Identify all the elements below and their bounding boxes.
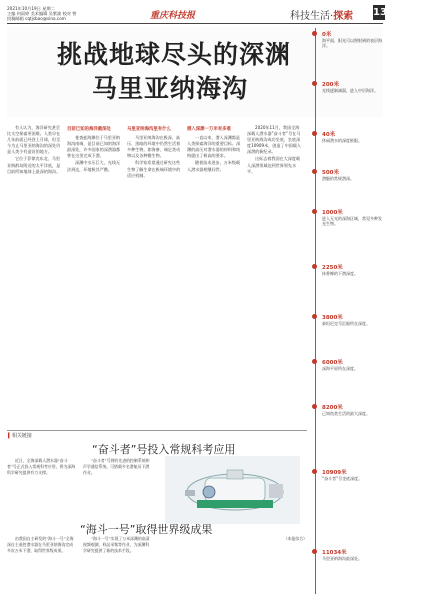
depth-description: 泰坦尼克号沉船所在深度。 xyxy=(322,321,370,326)
article-column-4 xyxy=(187,125,242,425)
depth-marker xyxy=(322,263,384,276)
header-divider xyxy=(7,23,383,24)
depth-value: 3800米 xyxy=(322,315,343,321)
headline-line-1: 挑战地球尽头的深渊 xyxy=(57,40,292,69)
headline-line-2: 马里亚纳海沟 xyxy=(92,74,249,103)
depth-value: 11034米 xyxy=(322,550,347,556)
article-paragraph: 这标志着我国在大深度载人深潜领域达到世界领先水平。 xyxy=(247,156,301,174)
depth-value: 1000米 xyxy=(322,210,343,216)
depth-description: 进入无光的深海区域，常见多种发光生物。 xyxy=(322,216,382,227)
section-subheading: 马里亚纳海沟里有什么 xyxy=(127,127,171,132)
article-paragraph: “海斗一号”实现了万米深渊的高清视频观测、样品采集等作业，为深渊科学研究提供了新的技术手段。 xyxy=(83,536,150,553)
article-column-3 xyxy=(127,125,182,425)
page-number: 13 xyxy=(373,7,387,18)
depth-value: 500米 xyxy=(322,170,339,176)
depth-description: 光线逐渐减弱，进入中层海洋。 xyxy=(322,88,378,93)
depth-value: 8200米 xyxy=(322,405,343,411)
related-body-1-col-a xyxy=(7,458,77,518)
depth-marker xyxy=(322,208,384,227)
editor-credits: 主编 何雨婷 美术编辑 吴紫渝 校对 曾 xyxy=(7,11,77,17)
related-body-2-col-c xyxy=(160,536,228,594)
newspaper-logo: 重庆科技报 xyxy=(150,11,196,21)
depth-description: “奋斗者”号坐底深度。 xyxy=(322,476,363,481)
article-paragraph: 由我国自主研发的“海斗一号”全海深自主遥控潜水器在马里亚纳海沟完成多次万米下潜，取得世界级成果。 xyxy=(7,536,74,553)
masthead-info xyxy=(7,6,127,22)
depth-description: 潜艇的常规潜深。 xyxy=(322,176,354,181)
related-subheading-1: “奋斗者”号投入常规科考应用 xyxy=(92,443,236,456)
related-body-2-col-a xyxy=(7,536,77,594)
depth-marker xyxy=(322,403,384,416)
submission-email: 投稿邮箱 cqtjsbao@sina.com xyxy=(7,16,66,22)
article-credit: （本报综合） xyxy=(283,536,307,541)
related-marker-icon: ▍ xyxy=(8,433,12,439)
submersible-illustration xyxy=(165,456,300,524)
related-body-1-col-b xyxy=(83,458,153,518)
article-paragraph: 一直以来，潜入深渊都是人类探索海洋的重要目标。深渊的高压对潜水器的材料和结构提出了极高的要求。 xyxy=(187,135,241,159)
article-paragraph: 随着技术进步，万米级载人潜水器相继问世。 xyxy=(187,160,241,172)
depth-marker xyxy=(322,358,384,371)
related-body-2-col-b xyxy=(83,536,153,594)
depth-description: 海平面，阳光可以照射到的表层海洋。 xyxy=(322,38,382,49)
article-paragraph: 2020年11月，我国全海深载人潜水器“奋斗者”号在马里亚纳海沟成功坐底，坐底深度10909米，创造了中国载人深潜的新纪录。 xyxy=(247,125,301,155)
depth-marker xyxy=(322,80,384,93)
section-subheading: 目前已知的海洋最深处 xyxy=(67,127,111,132)
section-subheading: 潜入深渊一万米有多难 xyxy=(187,127,231,132)
depth-description: 抹香鲸的下潜深度。 xyxy=(322,271,358,276)
depth-dot-icon xyxy=(312,169,317,174)
depth-dot-icon xyxy=(312,359,317,364)
article-paragraph: 有人认为，海洋研究甚至比太空探索更困难。人类早在几年前就已经登上月球，但至今为止马里亚纳海沟的深处仍是人类少有造访的地方。 xyxy=(7,125,61,155)
depth-description: 休闲潜水的深度极限。 xyxy=(322,138,362,143)
depth-dot-icon xyxy=(312,131,317,136)
depth-dot-icon xyxy=(312,314,317,319)
article-paragraph: 深渊中水压巨大，光线无法到达，环境极其严酷。 xyxy=(67,160,121,172)
depth-description: 已知鱼类生活的最大深度。 xyxy=(322,411,370,416)
depth-dot-icon xyxy=(312,404,317,409)
depth-value: 200米 xyxy=(322,82,339,88)
section-name: 科技生活 xyxy=(290,11,330,22)
related-divider xyxy=(7,430,307,431)
depth-marker xyxy=(322,168,384,181)
depth-marker xyxy=(322,548,384,561)
article-paragraph: 马里亚纳海沟在极深、高压、黑暗的环境中仍然生活着多种生物，如海参、端足类动物以及各种微生物。 xyxy=(127,135,181,159)
article-column-5 xyxy=(247,125,302,425)
related-label: ▍相关链接 xyxy=(8,433,32,439)
article-paragraph: 它位于菲律宾东北、马里亚纳群岛附近的太平洋底，是目前所知地球上最深的海沟。 xyxy=(7,156,61,174)
depth-value: 2250米 xyxy=(322,265,343,271)
depth-value: 0米 xyxy=(322,32,332,38)
depth-value: 6000米 xyxy=(322,360,343,366)
depth-dot-icon xyxy=(312,549,317,554)
depth-dot-icon xyxy=(312,469,317,474)
submersible-image xyxy=(165,456,300,524)
article-paragraph: 斐查兹海渊位于马里亚纳海沟南端，是目前已知的海洋最深处，许多国家的深潜器都曾在这里完成下潜。 xyxy=(67,135,121,159)
article-column-1 xyxy=(7,125,62,425)
depth-dot-icon xyxy=(312,264,317,269)
depth-marker xyxy=(322,30,384,49)
depth-dot-icon xyxy=(312,209,317,214)
section-title: 科技生活·探索 xyxy=(290,11,354,22)
depth-value: 40米 xyxy=(322,132,336,138)
related-body-2-col-d xyxy=(232,536,307,594)
article-paragraph: “奋斗者”号拥有先进的控制系统和声学通信系统，可搭载多名潜航员下潜作业。 xyxy=(83,458,150,475)
depth-value: 10909米 xyxy=(322,470,347,476)
depth-marker xyxy=(322,313,384,326)
article-column-2 xyxy=(67,125,122,425)
article-paragraph: 科学家希望通过研究这些生物了解生命在极端环境中的适应机制。 xyxy=(127,160,181,178)
section-accent: 探索 xyxy=(333,11,354,22)
depth-marker xyxy=(322,468,384,481)
article-paragraph: 近日，全海深载人潜水器“奋斗者”号正式投入常规科考应用，将为深海科学研究提供有力支撑。 xyxy=(7,458,76,475)
depth-description: 深海平原所在深度。 xyxy=(322,366,358,371)
depth-dot-icon xyxy=(312,31,317,36)
issue-date: 2021年10月19日 星期二 xyxy=(7,6,55,11)
related-subheading-2: “海斗一号”取得世界级成果 xyxy=(80,523,213,536)
depth-sidebar xyxy=(315,28,386,594)
depth-dot-icon xyxy=(312,81,317,86)
depth-description: 马里亚纳海沟最深处。 xyxy=(322,556,362,561)
depth-marker xyxy=(322,130,384,143)
